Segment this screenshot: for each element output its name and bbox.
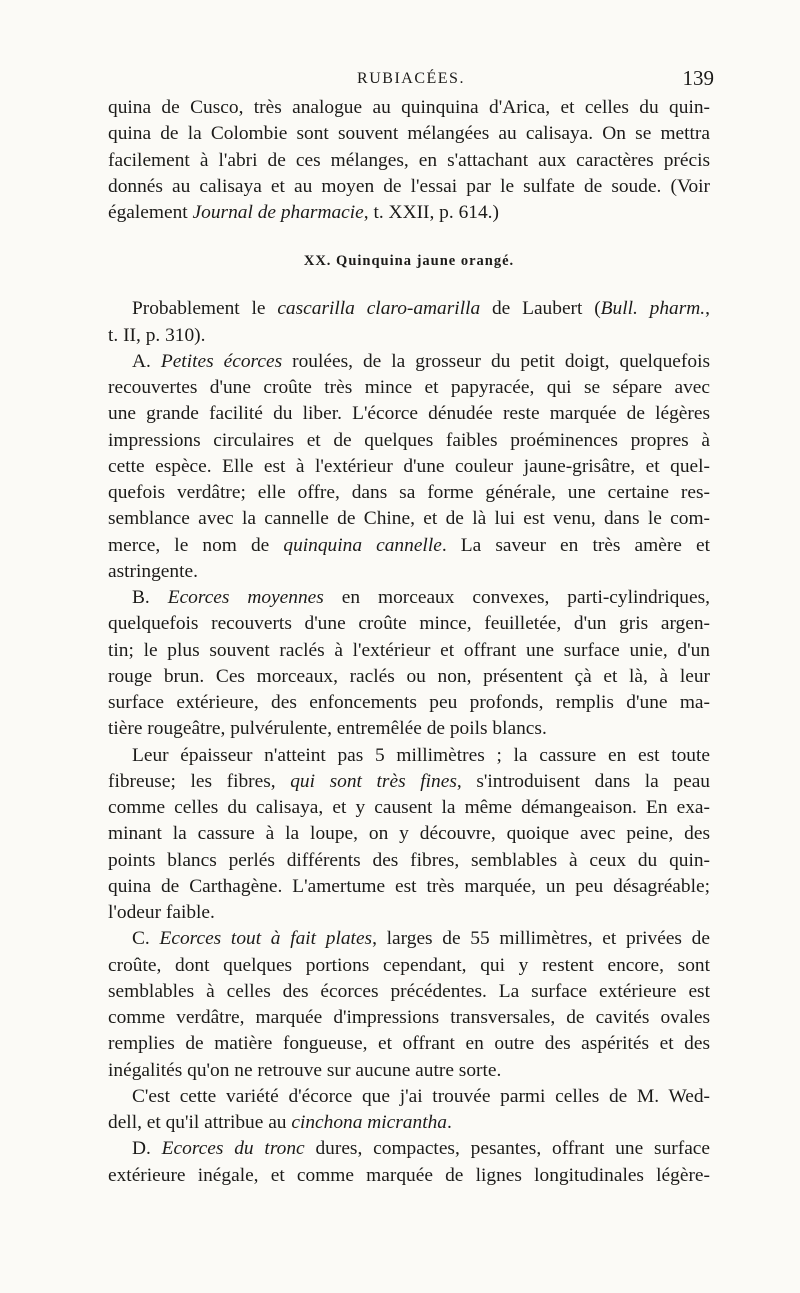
text-line: tin; le plus souvent raclés à l'extérieur et offrant une surface unie, d'un: [108, 639, 710, 661]
text-line: [108, 585, 710, 611]
text-line: [108, 769, 710, 795]
text-line: [108, 296, 710, 322]
journal-title: Journal de pharmacie: [192, 202, 364, 223]
text-line: une grande facilité du liber. L'écorce dénudée reste marquée de légères: [108, 403, 710, 425]
text-line: quelquefois recouverts d'une croûte mince, feuilletée, d'un gris argen-: [108, 613, 710, 635]
text-line: quina de Carthagène. L'amertume est très marquée, un peu désagréable;: [108, 875, 710, 897]
text-line: surface extérieure, des enfoncements peu profonds, remplis d'une ma-: [108, 692, 710, 713]
text-run: B.: [132, 587, 168, 608]
body-text: [108, 95, 710, 1189]
text-line: l'odeur faible.: [108, 902, 215, 923]
text-line: impressions circulaires et de quelques faibles proéminences propres à: [108, 429, 710, 451]
text-line: quina de la Colombie sont souvent mélangées au calisaya. On se mettra: [108, 123, 710, 145]
text-line: croûte, dont quelques portions cependant, qui y restent encore, sont: [108, 954, 710, 976]
text-line: comme verdâtre, marquée d'impressions transversales, de cavités ovales: [108, 1007, 710, 1028]
spacer: [108, 274, 710, 296]
text-line: Leur épaisseur n'atteint pas 5 millimètres ; la cassure en est toute: [132, 744, 710, 766]
text-run: ,: [705, 298, 710, 320]
text-run: de Laubert (: [480, 298, 601, 320]
section-title: XX. Quinquina jaune orangé.: [303, 253, 515, 270]
text-run: , t. XXII, p. 614.): [363, 202, 499, 223]
text-line: semblables à celles des écorces précédentes. La surface extérieure est: [108, 980, 710, 1002]
italic-term: quinquina cannelle: [283, 534, 442, 556]
running-head: RUBIACÉES.: [357, 70, 465, 87]
page-number: 139: [682, 66, 714, 90]
text-line: [108, 200, 710, 226]
text-line: t. II, p. 310).: [108, 324, 206, 346]
text-line: points blancs perlés différents des fibres, semblables à ceux du quin-: [108, 849, 710, 871]
text-line: quefois verdâtre; elle offre, dans sa forme générale, une certaine res-: [108, 482, 710, 503]
text-run: dell, et qu'il attribue au: [108, 1112, 292, 1133]
italic-term: Ecorces tout à fait plates: [159, 928, 373, 950]
text-run: roulées, de la grosseur du petit doigt, quelquefois: [282, 350, 710, 372]
text-line: [108, 1136, 710, 1162]
text-line: [108, 349, 710, 375]
text-line: rouge brun. Ces morceaux, raclés ou non, présentent çà et là, à leur: [108, 665, 710, 687]
text-line: inégalités qu'on ne retrouve sur aucune autre sorte.: [108, 1059, 502, 1081]
text-line: [108, 533, 710, 559]
text-run: A.: [132, 350, 161, 372]
text-line: remplies de matière fongueuse, et offrant en outre des aspérités et des: [108, 1033, 710, 1055]
text-line: facilement à l'abri de ces mélanges, en s'attachant aux caractères précis: [108, 149, 710, 171]
italic-term: Bull. pharm.: [600, 298, 706, 320]
text-run: également: [108, 202, 193, 223]
text-line: tière rougeâtre, pulvérulente, entremêlée de poils blancs.: [108, 718, 547, 740]
text-line: cette espèce. Elle est à l'extérieur d'une couleur jaune-grisâtre, et quel-: [108, 455, 710, 477]
text-run: Probablement le: [132, 298, 278, 320]
text-run: , s'introduisent dans la peau: [456, 770, 710, 792]
italic-term: Ecorces moyennes: [167, 587, 324, 608]
text-line: recouvertes d'une croûte très mince et papyracée, qui se sépare avec: [108, 377, 710, 398]
text-line: donnés au calisaya et au moyen de l'essai par le sulfate de soude. (Voir: [108, 175, 710, 197]
italic-term: qui sont très fines: [290, 770, 457, 792]
text-run: . La saveur en très amère et: [441, 534, 710, 556]
text-run: .: [446, 1112, 452, 1133]
text-line: astringente.: [108, 560, 198, 582]
text-line: minant la cassure à la loupe, on y découvre, quoique avec peine, des: [108, 823, 710, 845]
italic-term: Ecorces du tronc: [161, 1138, 305, 1160]
text-line: [108, 926, 710, 952]
text-run: , larges de 55 millimètres, et privées de: [372, 928, 710, 950]
text-line: comme celles du calisaya, et y causent la même démangeaison. En exa-: [108, 797, 710, 818]
text-run: merce, le nom de: [108, 534, 284, 556]
text-line: semblance avec la cannelle de Chine, et de là lui est venu, dans le com-: [108, 508, 710, 530]
text-line: extérieure inégale, et comme marquée de lignes longitudinales légère-: [108, 1164, 710, 1186]
italic-term: cinchona micrantha: [291, 1112, 447, 1133]
text-run: fibreuse; les fibres,: [108, 770, 291, 792]
italic-term: Petites écorces: [160, 350, 283, 372]
text-run: en morceaux convexes, parti-cylindriques,: [323, 587, 710, 608]
text-line: C'est cette variété d'écorce que j'ai trouvée parmi celles de M. Wed-: [132, 1085, 710, 1107]
text-line: quina de Cusco, très analogue au quinquina d'Arica, et celles du quin-: [108, 97, 710, 118]
text-run: C.: [132, 928, 160, 950]
italic-term: cascarilla claro-amarilla: [277, 298, 481, 320]
spacer: [108, 226, 710, 248]
text-line: [108, 1110, 710, 1136]
text-run: D.: [132, 1138, 162, 1160]
text-run: dures, compactes, pesantes, offrant une surface: [304, 1138, 711, 1160]
